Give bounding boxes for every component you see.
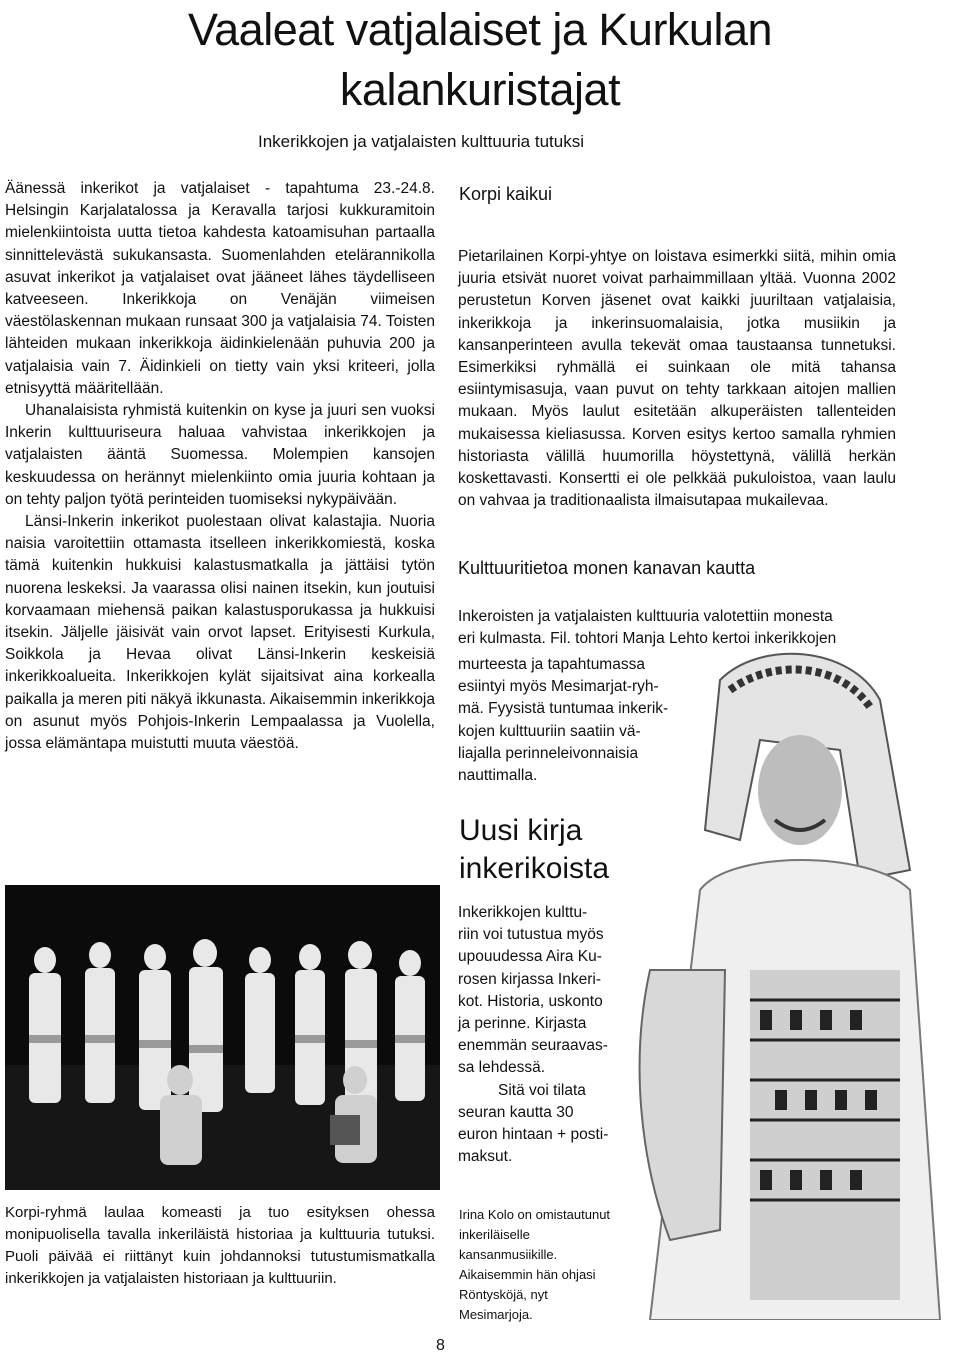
book-heading-line-1: Uusi kirja — [459, 814, 583, 847]
book-line: rosen kirjassa Inkeri- — [458, 970, 601, 988]
section-korpi-kaikui-text: Pietarilainen Korpi-yhtye on loistava esimerkki siitä, mihin omia juuria etsivät nuoret voivat parhaimmillaan yltää. Vuonna 2002 perustetun Korven jäsenet ovat kaikki juuriltaan vatjalaisia, inkerikkoja ja inkerinsuomalaisia, jotka musiikin ja kansanperinteen avulla tekevät omaa taustaansa tunnetuksi. Esimerkiksi ryhmällä ei suinkaan ole mitä tahansa esiintymisasuja, vaan puvut on tehty tarkkaan aitojen mallien mukaan. Myös laulut esitetään alkuperäisten tallenteiden mukaisessa kieliasussa. Korven esitys kertoo samalla ryhmien historiasta välillä huumorilla höystettynä, välillä herkän koskettavasti. Konsertti ei ole pelkkää pukuloistoa, vaan laulu on vahvaa ja traditionaalista ilmaisutapaa mukailevaa. — [458, 248, 896, 510]
caption-line: Irina Kolo on omistautunut — [459, 1207, 611, 1222]
woman-photo — [610, 640, 945, 1320]
book-line: ja perinne. Kirjasta — [458, 1015, 587, 1033]
woman-photo-caption — [459, 1205, 659, 1325]
book-heading — [459, 812, 609, 888]
group-photo — [5, 885, 440, 1190]
title-line-2: kalankuristajat — [339, 64, 621, 115]
caption-line: inkeriläiselle — [459, 1227, 530, 1242]
section2-line-1: Inkeroisten ja vatjalaisten kulttuuria valotettiin monesta — [458, 608, 833, 625]
book-line: sa lehdessä. — [458, 1059, 546, 1077]
paragraph-2: Uhanalaisista ryhmistä kuitenkin on kyse ja juuri sen vuoksi Inkerin kulttuuriseura haluaa vahvistaa inkerikkojen ja vatjalaisten ääntä Suomessa. Molempien kansojen keskuudessa on herännyt mielenkiinto omia juuria kohtaan ja on tehty paljon työtä perinteiden tuomiseksi nykypäivään. — [5, 402, 435, 508]
article-title — [60, 0, 900, 120]
section2-line-5: mä. Fyysistä tuntumaa inkerik- — [458, 700, 669, 718]
section2-line-7: liajalla perinneleivonnaisia — [458, 744, 639, 762]
book-line: Sitä voi tilata — [498, 1081, 586, 1099]
group-photo-caption: Korpi-ryhmä laulaa komeasti ja tuo esityksen ohessa monipuolisella tavalla inkeriläistä historiaa ja kulttuuria tutuksi. Puoli päivää ei riittänyt kuin johdannoksi tutustumismatkalla inkerikkojen ja vatjalaisten historiaan ja kulttuuriin. — [5, 1204, 435, 1287]
book-line: enemmän seuraavas- — [458, 1037, 608, 1055]
book-line: Inkerikkojen kulttu- — [458, 904, 588, 921]
title-line-1: Vaaleat vatjalaiset ja Kurkulan — [187, 4, 773, 55]
woman-photo-illustration — [610, 640, 945, 1320]
book-heading-line-2: inkerikoista — [459, 852, 610, 885]
paragraph-1: Äänessä inkerikot ja vatjalaiset - tapahtuma 23.-24.8. Helsingin Karjalatalossa ja Keravalla tarjosi kukkuramitoin mielenkiintoista uutta tietoa kahdesta katoamisuhan partaalla sinnittelevästä sukukansasta. Suomenlahden etelärannikolla asuvat inkerikot ja vatjalaiset ovat jääneet lähes täydelliseen katveeseen. Inkerikkoja on Venäjän viimeisen väestölaskennan mukaan runsaat 300 ja vatjalaisia 74. Toisten lähteiden mukaan inkerikkoja äidinkielenään puhuvia 200 ja vatjalaisia vain 7. Äidinkieli on tietty vain yksi kriteeri, jolla etnisyyttä määritellään. — [5, 180, 435, 397]
paragraph-3: Länsi-Inkerin inkerikot puolestaan olivat kalastajia. Nuoria naisia varoitettiin ottamasta itselleen inkerikkomiestä, koska tämä kuitenkin hukkuisi kalastusmatkalla ja jättäisi tytön nuorena leskeksi. Ja vaarassa olisi nainen itsekin, kun joutuisi korvaamaan miehensä paikan kalastusporukassa ja hukkuisi itsekin. Jäljelle jäisivät vain orvot lapset. Erityisesti Kurkula, Soikkola ja Hevaa olivat Länsi-Inkerin keskeisiä inkerikkoalueita. Inkerikkojen kylät sijaitsivat aina korkealla paikalla ja meren piti näkyä ikkunasta. Aikaisemmin inkerikkoja on asunut myös Pohjois-Inkerin Lempaalassa ja Vuolella, jossa elämäntapa muistutti muuta väestöä. — [5, 513, 435, 753]
book-line: euron hintaan + posti- — [458, 1126, 609, 1144]
section-heading-korpi-kaikui: Korpi kaikui — [459, 184, 553, 204]
section2-line-2: eri kulmasta. Fil. tohtori Manja Lehto kertoi inkerikkojen — [458, 630, 837, 648]
section2-line-8: nauttimalla. — [458, 767, 538, 785]
book-line: upouudessa Aira Ku- — [458, 948, 602, 966]
article-subtitle: Inkerikkojen ja vatjalaisten kulttuuria tutuksi — [258, 132, 584, 151]
section2-line-6: kojen kulttuuriin saatiin vä- — [458, 722, 641, 740]
section2-line-4: esiintyi myös Mesimarjat-ryh- — [458, 678, 659, 696]
book-line: riin voi tutustua myös — [458, 926, 604, 944]
section2-line-3: murteesta ja tapahtumassa — [458, 656, 645, 673]
section-heading-kulttuuritietoa: Kulttuuritietoa monen kanavan kautta — [458, 558, 756, 578]
caption-line: Röntysköjä, nyt — [459, 1287, 548, 1302]
caption-line: kansanmusiikille. — [459, 1247, 558, 1262]
page-number: 8 — [436, 1337, 445, 1354]
left-column-text — [5, 178, 435, 755]
book-line: seuran kautta 30 — [458, 1103, 574, 1121]
group-photo-illustration — [5, 885, 440, 1190]
caption-line: Mesimarjoja. — [459, 1307, 533, 1322]
book-line: maksut. — [458, 1148, 513, 1166]
book-line: kot. Historia, uskonto — [458, 992, 603, 1010]
caption-line: Aikaisemmin hän ohjasi — [459, 1267, 596, 1282]
book-text — [458, 902, 628, 1168]
